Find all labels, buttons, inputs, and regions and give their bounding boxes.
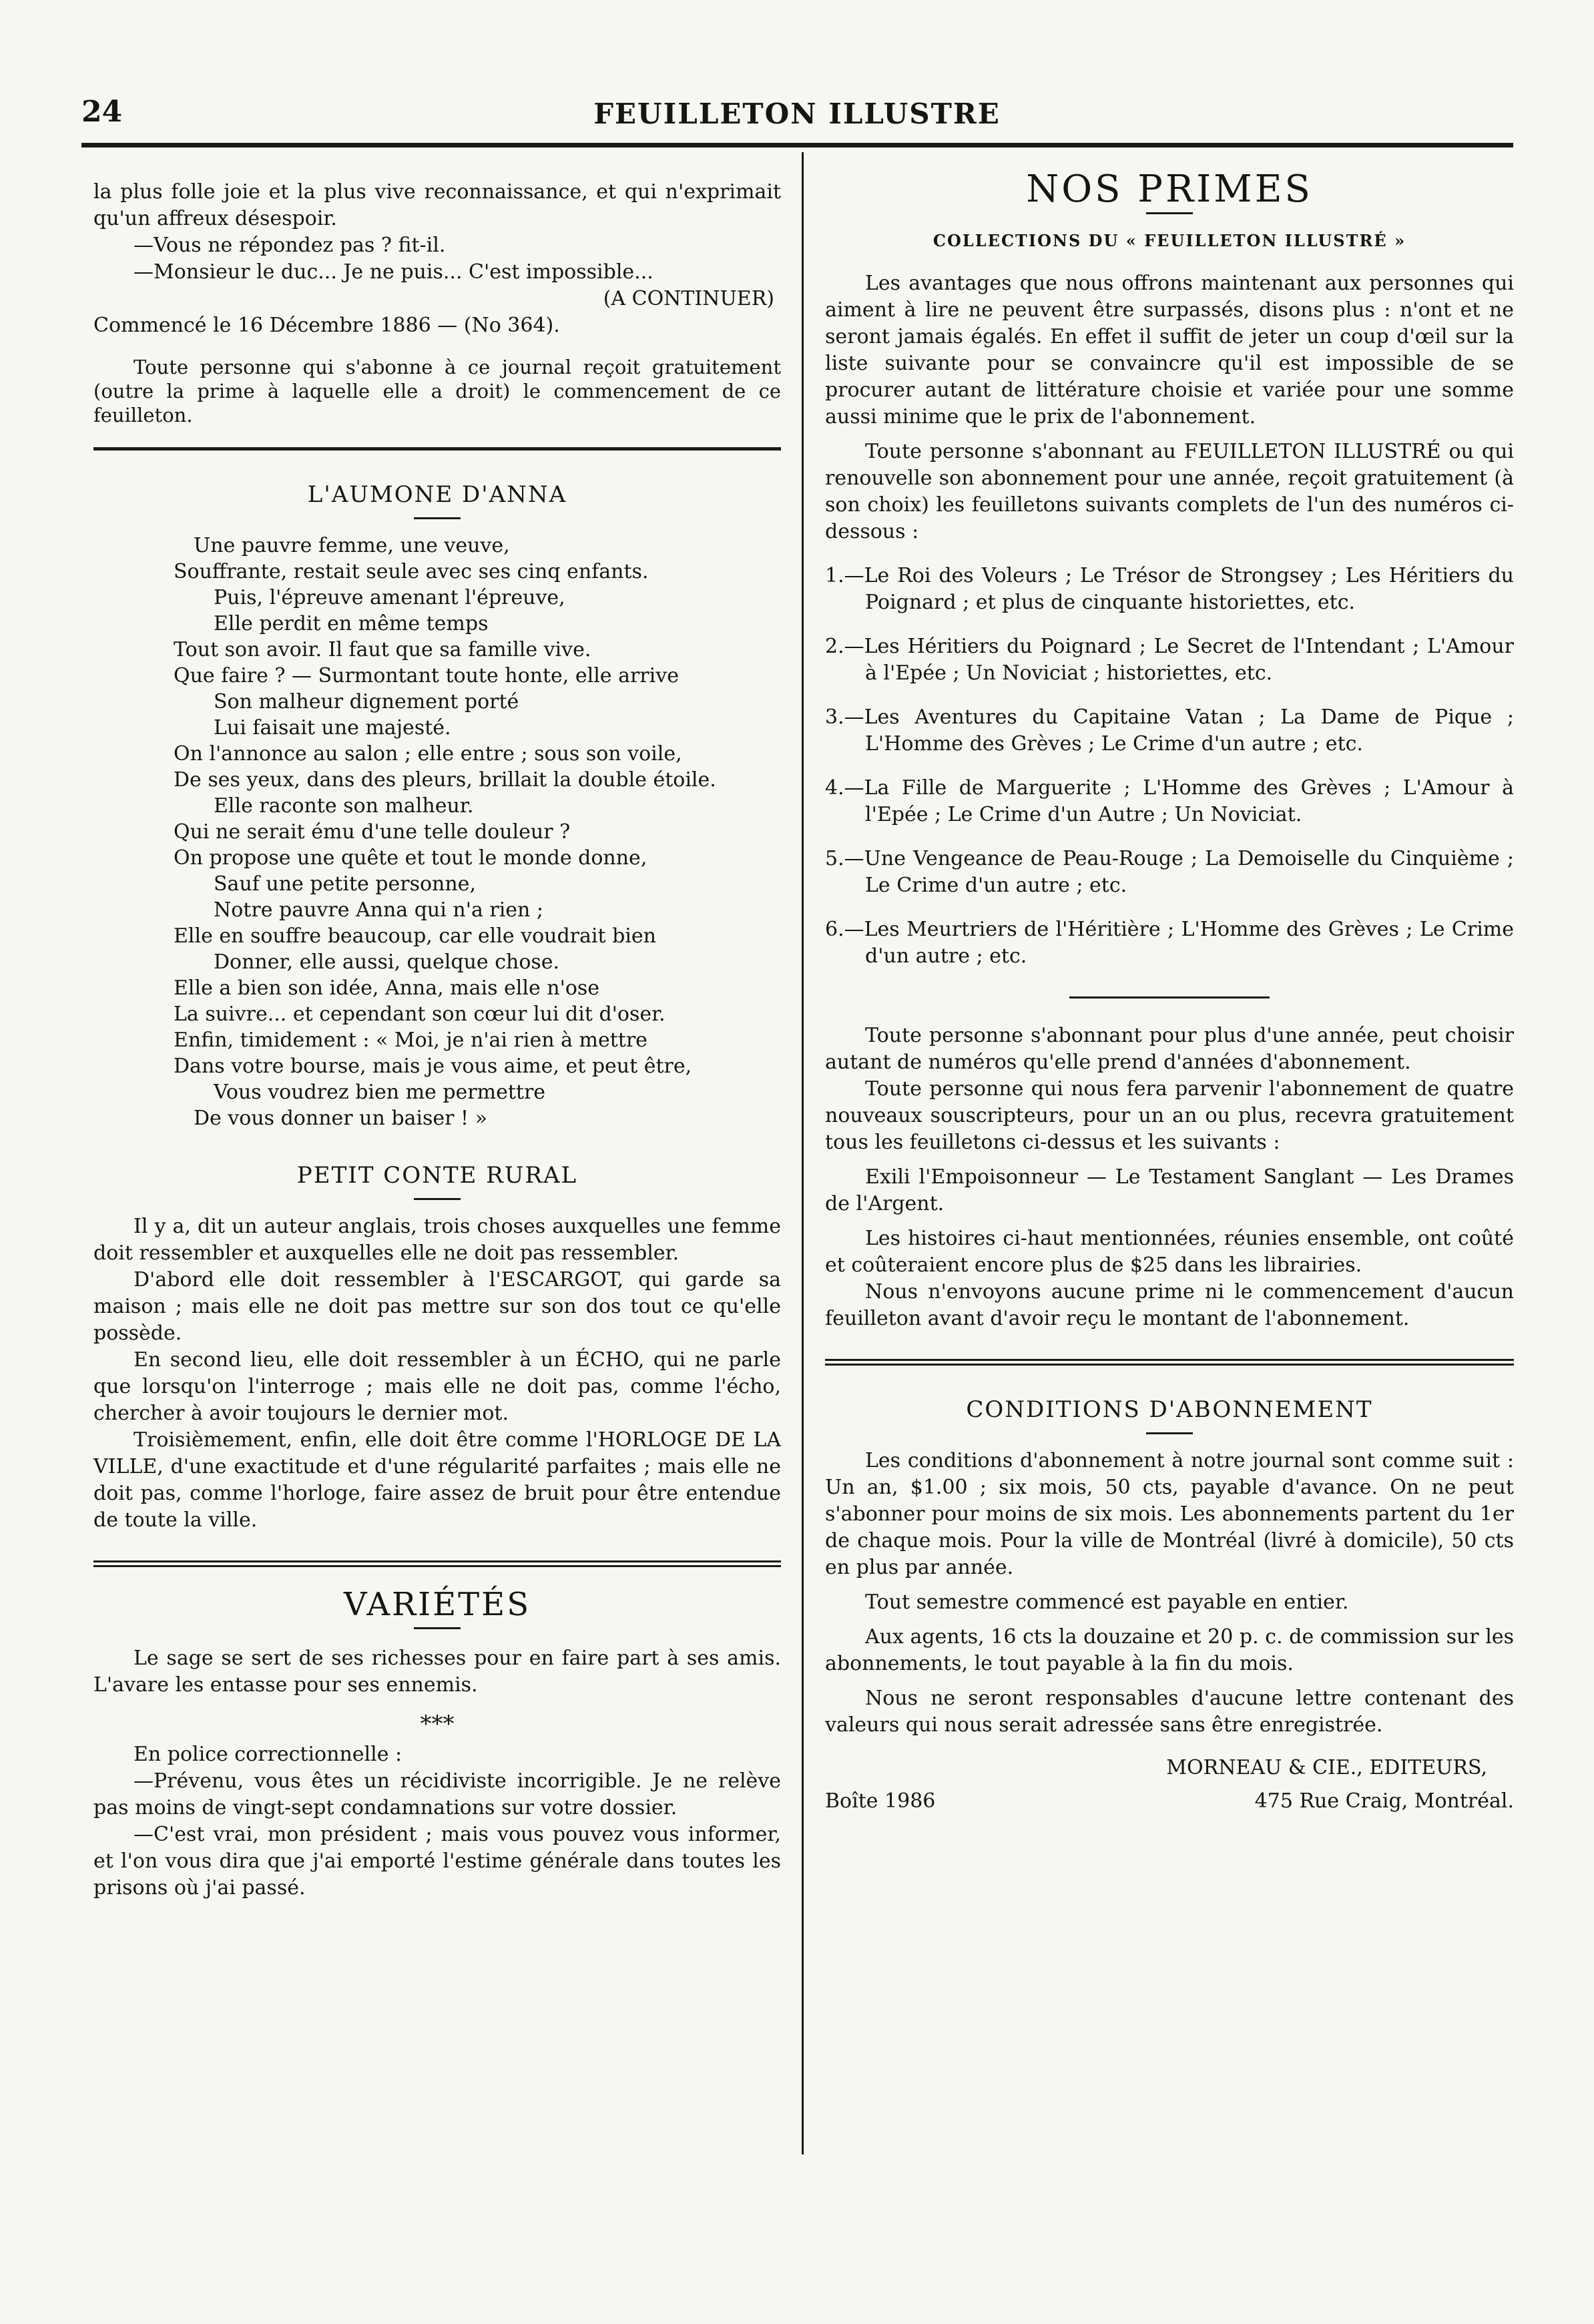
- conditions-paragraph: Nous ne seront responsables d'aucune lettre contenant des valeurs qui nous serait adressée sans être enregistrée.: [825, 1687, 1514, 1737]
- to-be-continued: (A CONTINUER): [603, 287, 774, 310]
- prime-list-item: 1.—Le Roi des Voleurs ; Le Trésor de Strongsey ; Les Héritiers du Poignard ; et plus de cinquante historiettes, etc.: [825, 564, 1514, 614]
- conditions-paragraph: Tout semestre commencé est payable en entier.: [865, 1590, 1349, 1614]
- poem-line: Enfin, timidement : « Moi, je n'ai rien à mettre: [174, 1029, 647, 1052]
- prime-list-item: 6.—Les Meurtriers de l'Héritière ; L'Homme des Grèves ; Le Crime d'un autre ; etc.: [825, 918, 1514, 968]
- section-rule: [93, 447, 781, 451]
- poem-line: Son malheur dignement porté: [214, 690, 519, 713]
- poem-line: On propose une quête et tout le monde donne,: [174, 846, 647, 870]
- street-address: 475 Rue Craig, Montréal.: [1254, 1789, 1514, 1813]
- column-divider: [802, 152, 804, 2154]
- running-title: FEUILLETON ILLUSTRE: [593, 97, 1001, 130]
- poem-line: La suivre... et cependant son cœur lui dit d'oser.: [174, 1002, 666, 1026]
- post-box: Boîte 1986: [825, 1789, 936, 1813]
- poem-line: Puis, l'épreuve amenant l'épreuve,: [214, 586, 565, 609]
- asterism: ***: [420, 1711, 455, 1737]
- poem-line: Donner, elle aussi, quelque chose.: [214, 950, 560, 974]
- mid-rule: [1069, 996, 1270, 998]
- poem-title: L'AUMONE D'ANNA: [307, 481, 567, 508]
- title-rule: [414, 1627, 461, 1629]
- primes-paragraph: Toute personne qui nous fera parvenir l'abonnement de quatre nouveaux souscripteurs, pour un an ou plus, recevra gratuitement tous les feuilletons ci-dessus et les suivants :: [825, 1077, 1514, 1154]
- left-column: [93, 179, 781, 1902]
- poem-line: Elle en souffre beaucoup, car elle voudrait bien: [174, 924, 656, 948]
- poem-line: Une pauvre femme, une veuve,: [194, 534, 510, 557]
- tale-title: PETIT CONTE RURAL: [296, 1162, 578, 1189]
- prime-list-item: 4.—La Fille de Marguerite ; L'Homme des Grèves ; L'Amour à l'Epée ; Le Crime d'un Autre ; Un Noviciat.: [825, 776, 1514, 826]
- publisher-address: [825, 1788, 1514, 1815]
- story-paragraph: —Vous ne répondez pas ? fit-il.: [134, 234, 446, 257]
- right-column: [825, 168, 1514, 1815]
- conditions-paragraph: Aux agents, 16 cts la douzaine et 20 p. c. de commission sur les abonnements, le tout payable à la fin du mois.: [825, 1625, 1514, 1675]
- tale-paragraph: D'abord elle doit ressembler à l'ESCARGOT, qui garde sa maison ; mais elle ne doit pas mettre sur son dos tout ce qu'elle possède.: [93, 1268, 781, 1345]
- header-rule: [81, 143, 1513, 148]
- subscriber-notice: Toute personne qui s'abonne à ce journal reçoit gratuitement (outre la prime à laquelle elle a droit) le commencement de ce feuilleton.: [93, 356, 781, 426]
- poem-line: Dans votre bourse, mais je vous aime, et peut être,: [174, 1055, 692, 1078]
- varietes-paragraph: —C'est vrai, mon président ; mais vous pouvez vous informer, et l'on vous dira que j'ai emporté l'estime générale dans toutes les prisons où j'ai passé.: [93, 1823, 781, 1900]
- poem-line: Elle a bien son idée, Anna, mais elle n'ose: [174, 976, 600, 1000]
- story-paragraph: —Monsieur le duc... Je ne puis... C'est impossible...: [134, 260, 653, 284]
- title-rule: [1146, 1432, 1193, 1434]
- tale-paragraph: Troisièmement, enfin, elle doit être comme l'HORLOGE DE LA VILLE, d'une exactitude et d'une régularité parfaites ; mais elle ne doit pas, comme l'horloge, faire assez de bruit pour être entendue de toute la ville.: [93, 1428, 781, 1532]
- title-rule: [414, 517, 461, 519]
- publisher-signature: MORNEAU & CIE., EDITEURS,: [1166, 1756, 1487, 1779]
- conditions-paragraph: Les conditions d'abonnement à notre journal sont comme suit : Un an, $1.00 ; six mois, 50 cts, payable d'avance. On ne peut s'abonner pour moins de six mois. Les abonnements partent du 1er de chaque mois. Pour la ville de Montréal (livré à domicile), 50 cts en plus par année.: [825, 1449, 1514, 1579]
- tale-paragraph: Il y a, dit un auteur anglais, trois choses auxquelles une femme doit ressembler et auxquelles elle ne doit pas ressembler.: [93, 1215, 781, 1265]
- tale-paragraph: En second lieu, elle doit ressembler à un ÉCHO, qui ne parle que lorsqu'on l'interroge ; mais elle ne doit pas, comme l'écho, chercher à avoir toujours le dernier mot.: [93, 1348, 781, 1425]
- primes-paragraph: Toute personne s'abonnant au FEUILLETON ILLUSTRÉ ou qui renouvelle son abonnement pour une année, reçoit gratuitement (à son choix) les feuilletons suivants complets de l'un des numéros ci-dessous :: [825, 440, 1514, 543]
- primes-subtitle: COLLECTIONS DU « FEUILLETON ILLUSTRÉ »: [933, 231, 1406, 250]
- serial-start-note: Commencé le 16 Décembre 1886 — (No 364).: [93, 314, 560, 337]
- poem-line: Notre pauvre Anna qui n'a rien ;: [214, 898, 544, 922]
- primes-paragraph: Nous n'envoyons aucune prime ni le commencement d'aucun feuilleton avant d'avoir reçu le montant de l'abonnement.: [825, 1280, 1514, 1330]
- poem-line: De ses yeux, dans des pleurs, brillait la double étoile.: [174, 768, 716, 792]
- varietes-paragraph: —Prévenu, vous êtes un récidiviste incorrigible. Je ne relève pas moins de vingt-sept condamnations sur votre dossier.: [93, 1769, 781, 1819]
- primes-paragraph: Les histoires ci-haut mentionnées, réunies ensemble, ont coûté et coûteraient encore plus de $25 dans les librairies.: [825, 1227, 1514, 1277]
- varietes-title: VARIÉTÉS: [343, 1586, 531, 1623]
- varietes-paragraph: Le sage se sert de ses richesses pour en faire part à ses amis. L'avare les entasse pour ses ennemis.: [93, 1647, 781, 1697]
- poem-line: De vous donner un baiser ! »: [194, 1107, 487, 1130]
- poem-line: Qui ne serait ému d'une telle douleur ?: [174, 820, 571, 844]
- prime-list-item: 2.—Les Héritiers du Poignard ; Le Secret de l'Intendant ; L'Amour à l'Epée ; Un Noviciat ; historiettes, etc.: [825, 635, 1514, 685]
- poem-line: On l'annonce au salon ; elle entre ; sous son voile,: [174, 742, 682, 766]
- poem-line: Tout son avoir. Il faut que sa famille vive.: [174, 638, 591, 661]
- poem-line: Elle perdit en même temps: [214, 612, 489, 635]
- poem-line: Sauf une petite personne,: [214, 872, 476, 896]
- primes-title: NOS PRIMES: [1026, 168, 1313, 211]
- poem-line: Lui faisait une majesté.: [214, 716, 451, 740]
- poem-line: Vous voudrez bien me permettre: [214, 1081, 546, 1104]
- title-rule: [1146, 212, 1193, 214]
- title-rule: [414, 1198, 461, 1200]
- primes-paragraph: Exili l'Empoisonneur — Le Testament Sanglant — Les Drames de l'Argent.: [825, 1165, 1514, 1215]
- page-number: 24: [81, 95, 123, 129]
- section-rule: [93, 1560, 781, 1567]
- section-rule: [825, 1359, 1514, 1366]
- story-paragraph: la plus folle joie et la plus vive reconnaissance, et qui n'exprimait qu'un affreux désespoir.: [93, 180, 781, 230]
- poem-line: Que faire ? — Surmontant toute honte, elle arrive: [174, 664, 679, 687]
- poem-line: Souffrante, restait seule avec ses cinq enfants.: [174, 560, 649, 583]
- poem: [93, 533, 781, 1131]
- poem-line: Elle raconte son malheur.: [214, 794, 474, 818]
- conditions-title: CONDITIONS D'ABONNEMENT: [966, 1396, 1373, 1423]
- primes-paragraph: Les avantages que nous offrons maintenant aux personnes qui aiment à lire ne peuvent être surpassés, disons plus : n'ont et ne seront jamais égalés. En effet il suffit de jeter un coup d'œil sur la liste suivante pour se convaincre qu'il est impossible de se procurer autant de littérature choisie et variée pour une somme aussi minime que le prix de l'abonnement.: [825, 272, 1514, 428]
- prime-list-item: 5.—Une Vengeance de Peau-Rouge ; La Demoiselle du Cinquième ; Le Crime d'un autre ; etc.: [825, 847, 1514, 897]
- varietes-paragraph: En police correctionnelle :: [134, 1743, 403, 1766]
- primes-paragraph: Toute personne s'abonnant pour plus d'une année, peut choisir autant de numéros qu'elle prend d'années d'abonnement.: [825, 1024, 1514, 1074]
- prime-list-item: 3.—Les Aventures du Capitaine Vatan ; La Dame de Pique ; L'Homme des Grèves ; Le Crime d'un autre ; etc.: [825, 705, 1514, 756]
